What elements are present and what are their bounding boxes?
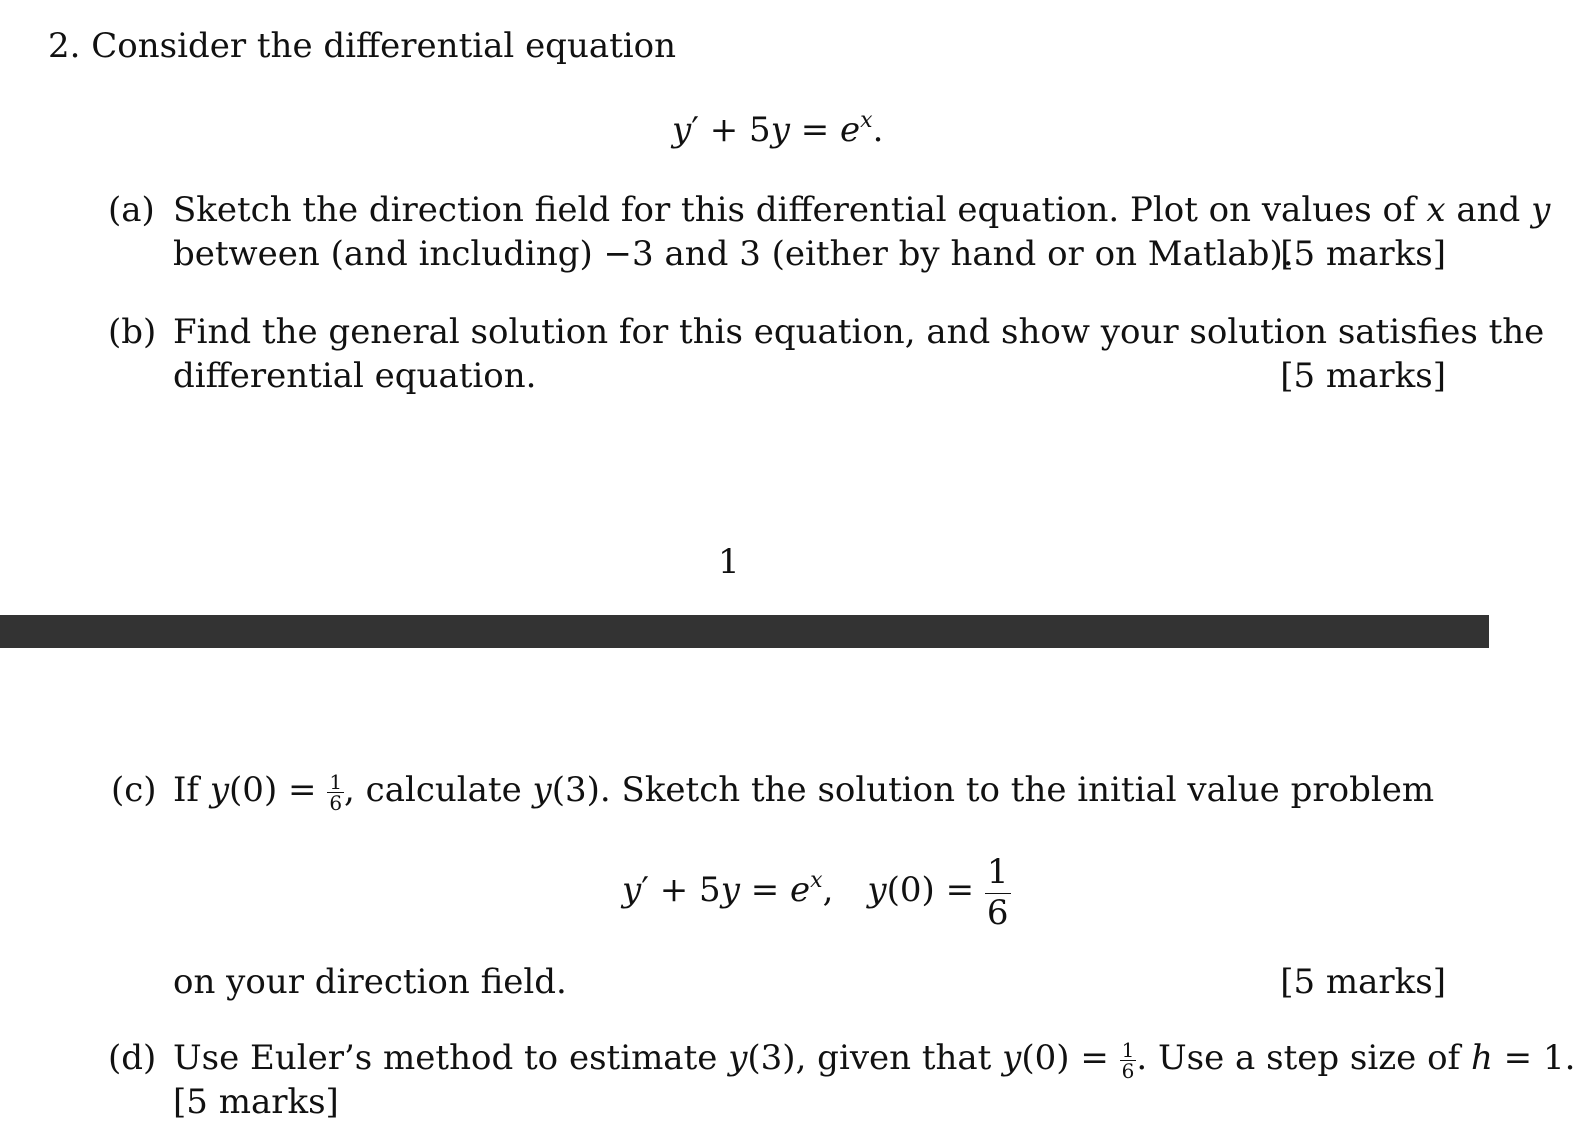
part-a-line1: Sketch the direction field for this differential equation. Plot on values of x and y xyxy=(173,190,1551,230)
part-d-line1: Use Euler’s method to estimate y(3), given that y(0) = $\frac{1}{6}$ . Use a step size of h = 1. xyxy=(173,1037,1575,1083)
part-c-line1: If y(0) = $\frac{1}{6}$ , calculate y(3). Sketch the solution to the initial value problem xyxy=(173,769,1435,815)
part-b-label: (b) xyxy=(108,312,157,352)
page-break-bar xyxy=(0,615,1489,648)
part-b-line2: differential equation. xyxy=(173,356,537,396)
equation-y: y xyxy=(672,110,692,150)
fraction-one-sixth-d: $\frac{1}{6}$ xyxy=(1121,1037,1135,1083)
ivp-equation: $y' + 5y = e^x$, y(0) = $\frac{1}{6}$ xyxy=(622,851,1009,933)
main-equation: $y' + 5y = e^x$. xyxy=(672,108,884,150)
question-intro: 2. Consider the differential equation xyxy=(48,26,677,66)
fraction-one-sixth-display: $\frac{1}{6}$ xyxy=(986,851,1009,933)
part-c-label: (c) xyxy=(111,770,157,810)
part-a-label: (a) xyxy=(108,190,155,230)
fraction-one-sixth: $\frac{1}{6}$ xyxy=(329,769,343,815)
part-c-line3: on your direction field. xyxy=(173,962,567,1002)
part-b-line1: Find the general solution for this equation, and show your solution satisfies the xyxy=(173,312,1545,352)
part-a-marks: [5 marks] xyxy=(1280,234,1446,274)
part-d-label: (d) xyxy=(108,1038,157,1078)
page-number: 1 xyxy=(718,542,740,582)
part-a-line2: between (and including) −3 and 3 (either by hand or on Matlab). xyxy=(173,234,1294,274)
part-d-marks: [5 marks] xyxy=(173,1082,339,1122)
part-b-marks: [5 marks] xyxy=(1280,356,1446,396)
part-c-marks: [5 marks] xyxy=(1280,962,1446,1002)
